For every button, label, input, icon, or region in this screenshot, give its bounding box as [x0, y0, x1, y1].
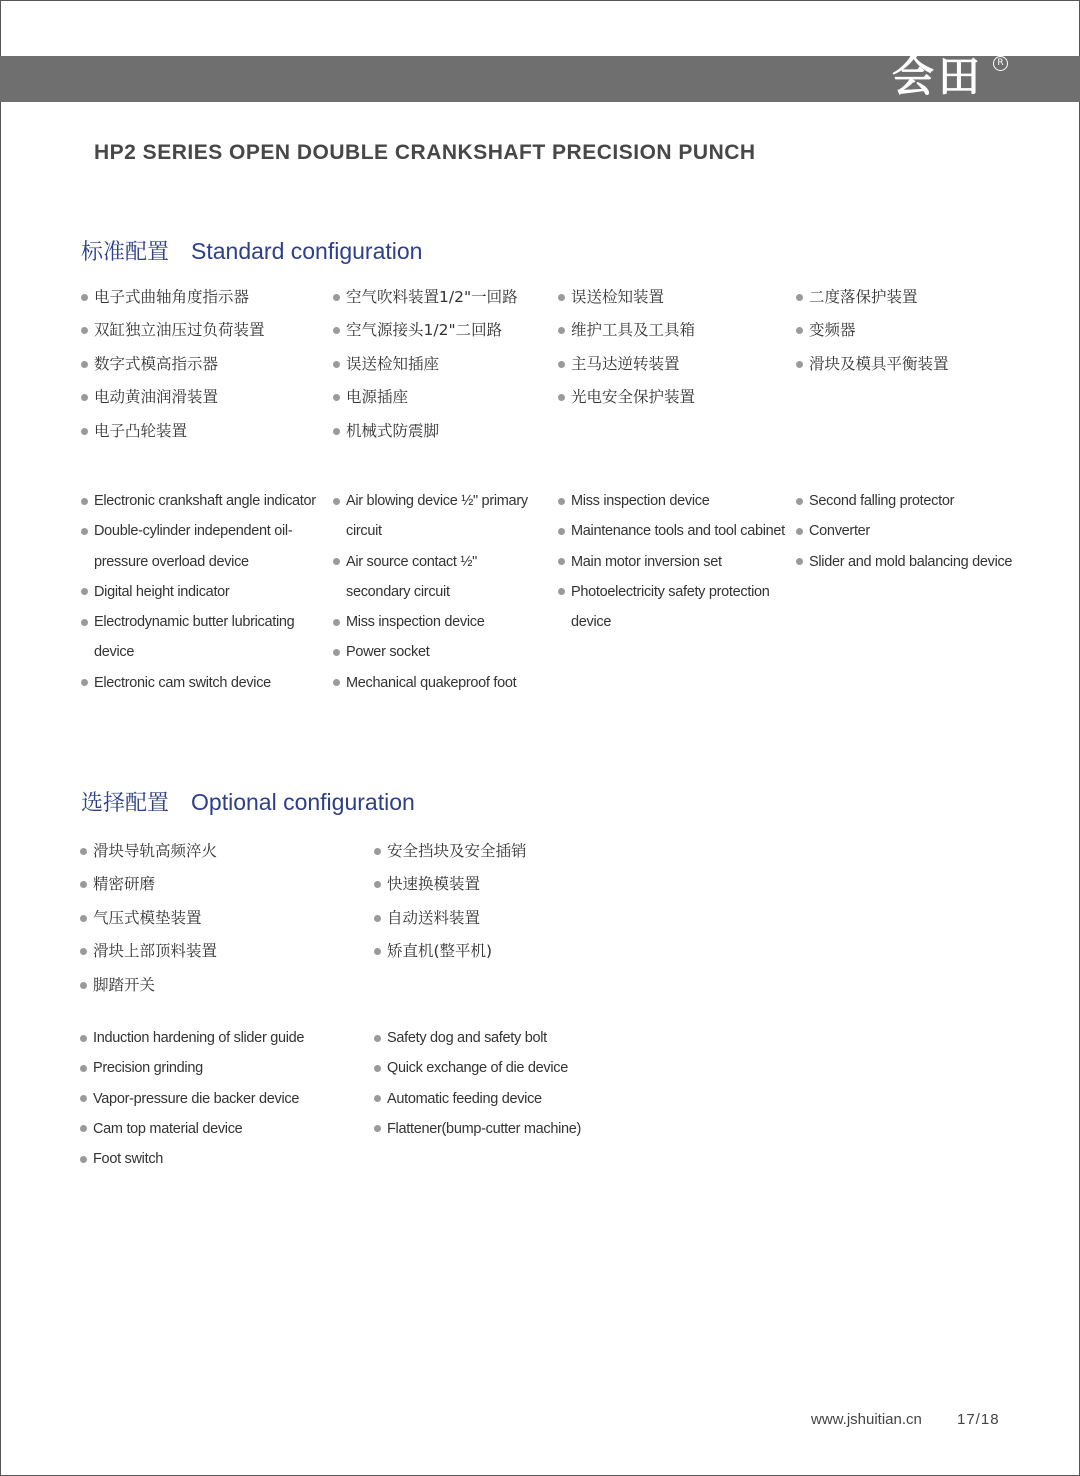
list-item: Digital height indicator	[81, 577, 316, 607]
standard-config-heading	[81, 236, 422, 266]
optional-heading-en: Optional configuration	[191, 789, 415, 815]
standard-zh-col-1	[81, 281, 265, 448]
list-item: 二度落保护装置	[796, 281, 949, 314]
standard-en-col-1	[81, 486, 316, 698]
list-item: Induction hardening of slider guide	[80, 1023, 340, 1053]
list-item: Miss inspection device	[558, 486, 786, 516]
list-item: 电子凸轮装置	[81, 415, 265, 448]
list-item: 滑块及模具平衡装置	[796, 348, 949, 381]
list-item: Quick exchange of die device	[374, 1053, 634, 1083]
list-item: Air blowing device ½" primary circuit	[333, 486, 538, 547]
list-item: Double-cylinder independent oil-pressure overload device	[81, 516, 316, 577]
list-item: Flattener(bump-cutter machine)	[374, 1114, 634, 1144]
list-item: 快速换模装置	[374, 868, 527, 901]
list-item: Converter	[796, 516, 1026, 546]
standard-heading-zh: 标准配置	[81, 240, 170, 265]
brand-logo: 会田	[892, 52, 985, 101]
list-item: 光电安全保护装置	[558, 381, 695, 414]
list-item: Electronic cam switch device	[81, 668, 316, 698]
list-item: 误送检知插座	[333, 348, 518, 381]
registered-mark-icon: R	[993, 56, 1008, 71]
list-item: Safety dog and safety bolt	[374, 1023, 634, 1053]
optional-en-col-2	[374, 1023, 634, 1144]
optional-config-heading	[81, 787, 415, 817]
standard-zh-col-4	[796, 281, 949, 381]
page-number: 17/18	[957, 1411, 1000, 1428]
website-url[interactable]: www.jshuitian.cn	[811, 1411, 922, 1428]
list-item: 滑块导轨高频淬火	[80, 835, 217, 868]
list-item: Air source contact ½" secondary circuit	[333, 547, 538, 608]
list-item: Automatic feeding device	[374, 1084, 634, 1114]
list-item: 电动黄油润滑装置	[81, 381, 265, 414]
list-item: 主马达逆转装置	[558, 348, 695, 381]
optional-en-col-1	[80, 1023, 340, 1174]
list-item: Slider and mold balancing device	[796, 547, 1026, 577]
standard-en-col-2	[333, 486, 538, 698]
list-item: 误送检知装置	[558, 281, 695, 314]
list-item: 维护工具及工具箱	[558, 314, 695, 347]
list-item: Maintenance tools and tool cabinet	[558, 516, 786, 546]
list-item: 精密研磨	[80, 868, 217, 901]
list-item: 脚踏开关	[80, 969, 217, 1002]
document-title: HP2 SERIES OPEN DOUBLE CRANKSHAFT PRECISION PUNCH	[94, 141, 756, 164]
list-item: 安全挡块及安全插销	[374, 835, 527, 868]
list-item: 变频器	[796, 314, 949, 347]
standard-zh-col-3	[558, 281, 695, 415]
list-item: Foot switch	[80, 1144, 340, 1174]
list-item: 空气源接头1/2"二回路	[333, 314, 518, 347]
list-item: Vapor-pressure die backer device	[80, 1084, 340, 1114]
optional-heading-zh: 选择配置	[81, 791, 170, 816]
list-item: Precision grinding	[80, 1053, 340, 1083]
list-item: 双缸独立油压过负荷装置	[81, 314, 265, 347]
list-item: Miss inspection device	[333, 607, 538, 637]
standard-zh-col-2	[333, 281, 518, 448]
list-item: Electronic crankshaft angle indicator	[81, 486, 316, 516]
list-item: Electrodynamic butter lubricating device	[81, 607, 316, 668]
optional-zh-col-1	[80, 835, 217, 1002]
list-item: Photoelectricity safety protection device	[558, 577, 786, 638]
list-item: Mechanical quakeproof foot	[333, 668, 538, 698]
list-item: 空气吹料装置1/2"一回路	[333, 281, 518, 314]
list-item: 自动送料装置	[374, 902, 527, 935]
list-item: Power socket	[333, 637, 538, 667]
standard-heading-en: Standard configuration	[191, 238, 423, 264]
standard-en-col-4	[796, 486, 1026, 577]
list-item: Cam top material device	[80, 1114, 340, 1144]
optional-zh-col-2	[374, 835, 527, 969]
standard-en-col-3	[558, 486, 786, 637]
list-item: Second falling protector	[796, 486, 1026, 516]
list-item: 电子式曲轴角度指示器	[81, 281, 265, 314]
list-item: 机械式防震脚	[333, 415, 518, 448]
list-item: 矫直机(整平机)	[374, 935, 527, 968]
list-item: 数字式模高指示器	[81, 348, 265, 381]
list-item: 气压式模垫装置	[80, 902, 217, 935]
list-item: 电源插座	[333, 381, 518, 414]
list-item: Main motor inversion set	[558, 547, 786, 577]
list-item: 滑块上部顶料装置	[80, 935, 217, 968]
